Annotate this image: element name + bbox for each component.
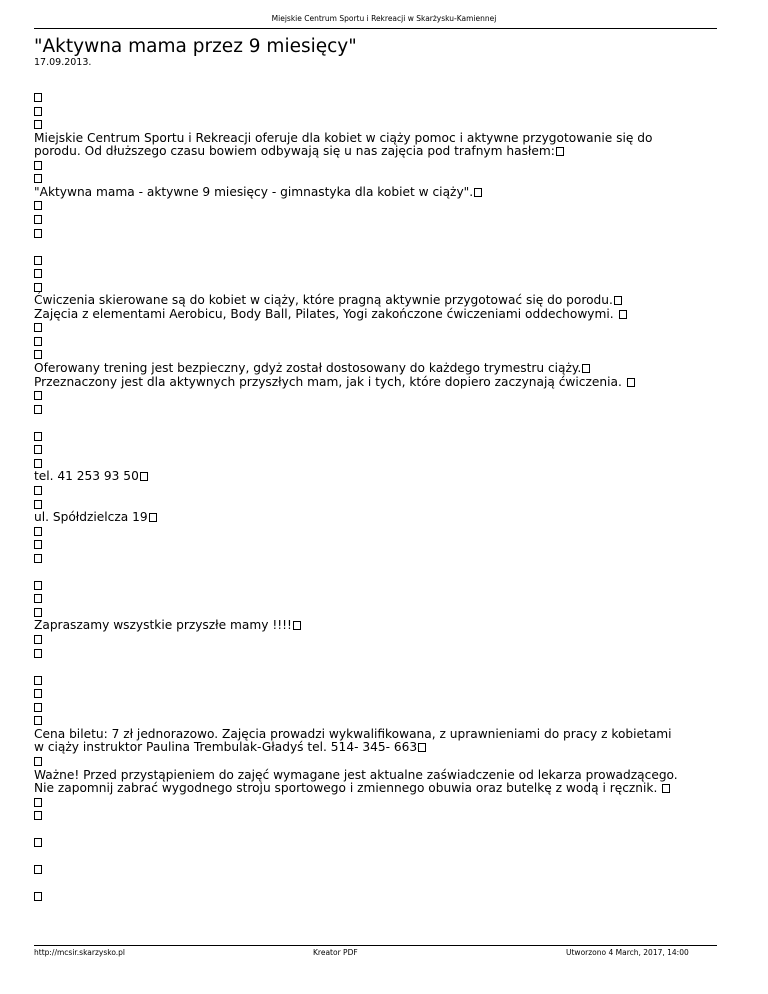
missing-glyph-box-icon [293, 621, 301, 630]
missing-glyph-box-icon [34, 486, 42, 495]
placeholder-glyph-line [34, 552, 42, 566]
placeholder-glyph-line [34, 321, 42, 335]
missing-glyph-box-icon [34, 229, 42, 238]
line-text: Oferowany trening jest bezpieczny, gdyż został dostosowany do każdego trymestru ciąży. [34, 361, 582, 375]
line-text: w ciąży instruktor Paulina Trembulak-Gładyś tel. 514- 345- 663 [34, 740, 418, 755]
missing-glyph-box-icon [34, 500, 42, 509]
missing-glyph-box-icon [34, 689, 42, 698]
missing-glyph-box-icon [34, 350, 42, 359]
paragraph-line [34, 619, 301, 633]
missing-glyph-box-icon [34, 201, 42, 210]
missing-glyph-box-icon [34, 757, 42, 766]
placeholder-glyph-line [34, 674, 42, 688]
missing-glyph-box-icon [418, 743, 426, 752]
missing-glyph-box-icon [34, 256, 42, 265]
placeholder-glyph-line [34, 525, 42, 539]
missing-glyph-box-icon [34, 608, 42, 617]
placeholder-glyph-line [34, 267, 42, 281]
missing-glyph-box-icon [149, 513, 157, 522]
missing-glyph-box-icon [34, 215, 42, 224]
article-title: "Aktywna mama przez 9 miesięcy" [34, 36, 357, 57]
line-text: "Aktywna mama - aktywne 9 miesięcy - gimnastyka dla kobiet w ciąży". [34, 184, 474, 199]
missing-glyph-box-icon [34, 554, 42, 563]
line-text: porodu. Od dłuższego czasu bowiem odbywają się u nas zajęcia pod trafnym hasłem: [34, 144, 555, 159]
line-text: tel. 41 253 93 50 [34, 469, 139, 484]
missing-glyph-box-icon [34, 432, 42, 441]
missing-glyph-box-icon [34, 892, 42, 901]
paragraph-line [34, 132, 652, 146]
line-text: Nie zapomnij zabrać wygodnego stroju sportowego i zmiennego obuwia oraz butelkę z wodą i ręcznik. [34, 781, 662, 796]
placeholder-glyph-line [34, 796, 42, 810]
placeholder-glyph-line [34, 403, 42, 417]
placeholder-glyph-line [34, 701, 42, 715]
paragraph-line [34, 782, 670, 796]
missing-glyph-box-icon [34, 269, 42, 278]
placeholder-glyph-line [34, 647, 42, 661]
paragraph-line [34, 294, 622, 308]
paragraph-line [34, 728, 672, 742]
missing-glyph-box-icon [34, 649, 42, 658]
missing-glyph-box-icon [619, 310, 627, 319]
paragraph-line [34, 741, 426, 755]
placeholder-glyph-line [34, 836, 42, 850]
missing-glyph-box-icon [34, 527, 42, 536]
missing-glyph-box-icon [34, 594, 42, 603]
article-date: 17.09.2013. [34, 57, 92, 68]
line-text: Przeznaczony jest dla aktywnych przyszłych mam, jak i tych, które dopiero zaczynają ćwiczenia. [34, 374, 626, 389]
missing-glyph-box-icon [34, 120, 42, 129]
placeholder-glyph-line [34, 633, 42, 647]
line-text: Ćwiczenia skierowane są do kobiet w ciąży, które pragną aktywnie przygotować się do porodu. [34, 293, 613, 308]
placeholder-glyph-line [34, 254, 42, 268]
missing-glyph-box-icon [627, 378, 635, 387]
paragraph-line [34, 376, 635, 390]
paragraph-line [34, 145, 564, 159]
missing-glyph-box-icon [34, 283, 42, 292]
missing-glyph-box-icon [34, 405, 42, 414]
missing-glyph-box-icon [140, 472, 148, 481]
placeholder-glyph-line [34, 430, 42, 444]
line-text: Zapraszamy wszystkie przyszłe mamy !!!! [34, 618, 292, 633]
missing-glyph-box-icon [34, 540, 42, 549]
missing-glyph-box-icon [34, 838, 42, 847]
missing-glyph-box-icon [614, 296, 622, 305]
missing-glyph-box-icon [34, 93, 42, 102]
placeholder-glyph-line [34, 755, 42, 769]
footer-creator: Kreator PDF [313, 948, 358, 957]
footer-url[interactable]: http://mcsir.skarzysko.pl [34, 948, 126, 957]
missing-glyph-box-icon [582, 364, 590, 373]
placeholder-glyph-line [34, 890, 42, 904]
line-text: Ważne! Przed przystąpieniem do zajęć wymagane jest aktualne zaświadczenie od lekarza prowadzącego. [34, 767, 678, 782]
missing-glyph-box-icon [34, 391, 42, 400]
missing-glyph-box-icon [662, 784, 670, 793]
missing-glyph-box-icon [474, 188, 482, 197]
missing-glyph-box-icon [34, 337, 42, 346]
placeholder-glyph-line [34, 484, 42, 498]
missing-glyph-box-icon [34, 174, 42, 183]
missing-glyph-box-icon [34, 323, 42, 332]
placeholder-glyph-line [34, 159, 42, 173]
placeholder-glyph-line [34, 714, 42, 728]
placeholder-glyph-line [34, 389, 42, 403]
footer-created-date: Utworzono 4 March, 2017, 14:00 [566, 948, 689, 957]
missing-glyph-box-icon [34, 107, 42, 116]
line-text: ul. Spółdzielcza 19 [34, 510, 148, 525]
header-divider [34, 28, 717, 29]
placeholder-glyph-line [34, 457, 42, 471]
placeholder-glyph-line [34, 592, 42, 606]
placeholder-glyph-line [34, 538, 42, 552]
placeholder-glyph-line [34, 172, 42, 186]
placeholder-glyph-line [34, 809, 42, 823]
missing-glyph-box-icon [34, 445, 42, 454]
placeholder-glyph-line [34, 863, 42, 877]
placeholder-glyph-line [34, 105, 42, 119]
placeholder-glyph-line [34, 687, 42, 701]
line-text: Miejskie Centrum Sportu i Rekreacji oferuje dla kobiet w ciąży pomoc i aktywne przygotowanie się do [34, 130, 653, 145]
paragraph-line [34, 769, 678, 783]
placeholder-glyph-line [34, 348, 42, 362]
placeholder-glyph-line [34, 606, 42, 620]
missing-glyph-box-icon [34, 703, 42, 712]
paragraph-line [34, 308, 627, 322]
missing-glyph-box-icon [34, 865, 42, 874]
placeholder-glyph-line [34, 335, 42, 349]
missing-glyph-box-icon [34, 459, 42, 468]
placeholder-glyph-line [34, 91, 42, 105]
missing-glyph-box-icon [34, 716, 42, 725]
missing-glyph-box-icon [556, 147, 564, 156]
placeholder-glyph-line [34, 118, 42, 132]
placeholder-glyph-line [34, 498, 42, 512]
footer-divider [34, 945, 717, 946]
page-header: Miejskie Centrum Sportu i Rekreacji w Skarżysku-Kamiennej [271, 14, 497, 23]
line-text: Cena biletu: 7 zł jednorazowo. Zajęcia prowadzi wykwalifikowana, z uprawnieniami do pracy z kobietami [34, 726, 672, 741]
missing-glyph-box-icon [34, 635, 42, 644]
missing-glyph-box-icon [34, 161, 42, 170]
paragraph-line [34, 186, 482, 200]
missing-glyph-box-icon [34, 811, 42, 820]
placeholder-glyph-line [34, 213, 42, 227]
placeholder-glyph-line [34, 579, 42, 593]
paragraph-line [34, 470, 148, 484]
missing-glyph-box-icon [34, 676, 42, 685]
placeholder-glyph-line [34, 443, 42, 457]
paragraph-line [34, 362, 590, 376]
missing-glyph-box-icon [34, 581, 42, 590]
missing-glyph-box-icon [34, 798, 42, 807]
paragraph-line [34, 511, 157, 525]
placeholder-glyph-line [34, 227, 42, 241]
placeholder-glyph-line [34, 199, 42, 213]
line-text: Zajęcia z elementami Aerobicu, Body Ball, Pilates, Yogi zakończone ćwiczeniami oddechowymi. [34, 306, 618, 321]
